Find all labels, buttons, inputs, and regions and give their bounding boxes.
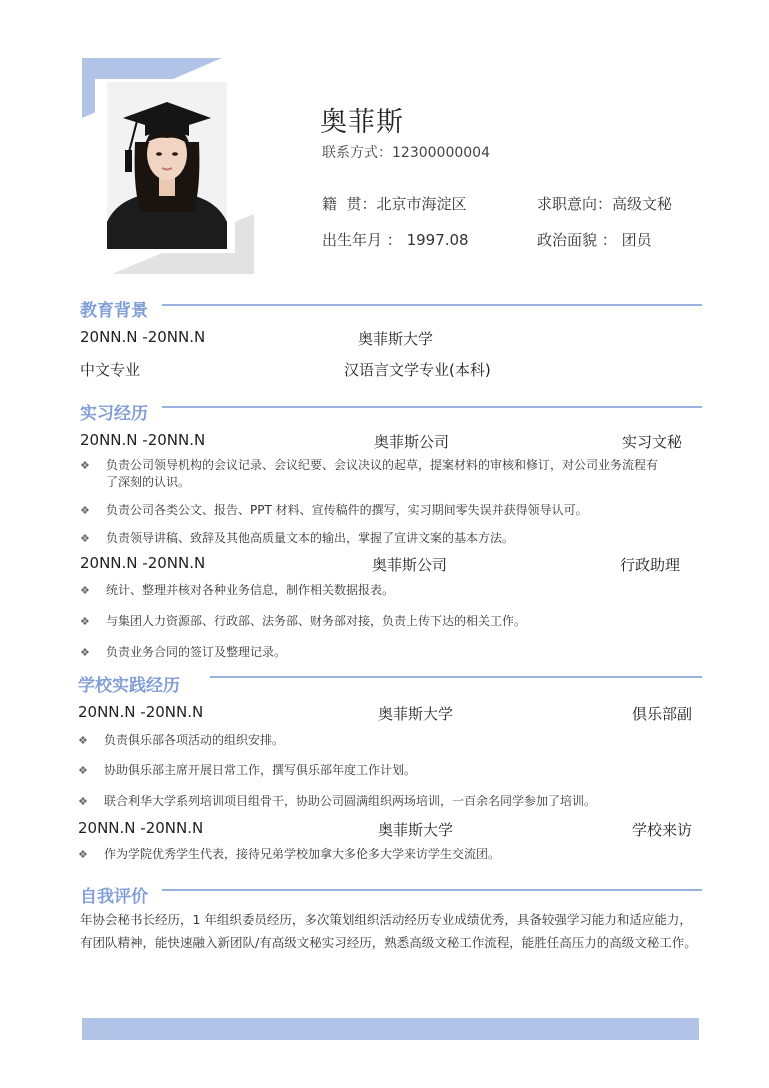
bullet-text: 作为学院优秀学生代表，接待兄弟学校加拿大多伦多大学来访学生交流团。 bbox=[104, 847, 501, 861]
bullet-item bbox=[80, 457, 702, 491]
bullet-icon: ❖ bbox=[80, 532, 90, 545]
hometown-label: 籍 贯： bbox=[322, 195, 377, 213]
hometown-value: 北京市海淀区 bbox=[376, 195, 467, 213]
job-label: 求职意向： bbox=[537, 195, 613, 213]
bullet-text: 负责公司领导机构的会议记录、会议纪要、会议决议的起草，提案材料的审核和修订，对公司业务流程有 bbox=[106, 458, 659, 472]
bullet-icon: ❖ bbox=[78, 848, 88, 861]
bullet-icon: ❖ bbox=[80, 646, 90, 659]
hometown bbox=[322, 193, 467, 214]
bullet-item bbox=[78, 732, 702, 749]
bullet-icon: ❖ bbox=[80, 584, 90, 597]
self-eval-text: 年协会秘书长经历，1 年组织委员经历，多次策划组织活动经历专业成绩优秀，具备较强学习能力和适应能力，有团队精神，能快速融入新团队/有高级文秘实习经历，熟悉高级文秘工作流程，能胜任高压力的高级文秘工作。 bbox=[80, 912, 697, 950]
birth-label: 出生年月 ： bbox=[322, 231, 402, 249]
footer-bar bbox=[82, 1018, 699, 1040]
bullet-item bbox=[80, 644, 702, 661]
contact-info bbox=[322, 142, 490, 162]
bullet-item bbox=[80, 502, 702, 519]
bullet-text: 负责公司各类公文、报告、PPT 材料、宣传稿件的撰写，实习期间零失误并获得领导认可。 bbox=[106, 503, 588, 517]
bullet-icon: ❖ bbox=[80, 504, 90, 517]
bullet-text: 联合利华大学系列培训项目组骨干，协助公司圆满组织两场培训，一百余名同学参加了培训。 bbox=[104, 794, 597, 808]
bullet-icon: ❖ bbox=[78, 795, 88, 808]
birth-value: 1997.08 bbox=[406, 231, 469, 249]
campus-divider bbox=[210, 676, 702, 678]
profile-photo bbox=[107, 82, 227, 249]
bullet-icon: ❖ bbox=[80, 459, 90, 472]
education-section-title: 教育背景 bbox=[80, 301, 148, 321]
bullet-text: 负责俱乐部各项活动的组织安排。 bbox=[104, 733, 285, 747]
self-eval-section-title: 自我评价 bbox=[80, 887, 148, 907]
bullet-icon: ❖ bbox=[80, 615, 90, 628]
job-value: 高级文秘 bbox=[612, 195, 673, 213]
campus-period: 20NN.N -20NN.N bbox=[78, 703, 204, 721]
education-period: 20NN.N -20NN.N bbox=[80, 328, 206, 346]
job-intention bbox=[537, 193, 672, 214]
education-school: 奥菲斯大学 bbox=[358, 330, 434, 348]
contact-value: 12300000004 bbox=[392, 145, 490, 161]
politics-label: 政治面貌 ： bbox=[537, 231, 617, 249]
bullet-item bbox=[80, 530, 702, 547]
bullet-item bbox=[80, 613, 702, 630]
campus-role: 俱乐部副 bbox=[632, 705, 693, 723]
self-eval-divider bbox=[162, 889, 702, 891]
bullet-text: 统计、整理并核对各种业务信息，制作相关数据报表。 bbox=[106, 583, 395, 597]
bullet-text-continued: 了深刻的认识。 bbox=[106, 475, 191, 489]
education-major: 中文专业 bbox=[80, 361, 141, 379]
bullet-icon: ❖ bbox=[78, 734, 88, 747]
job-role: 实习文秘 bbox=[622, 433, 683, 451]
bullet-text: 协助俱乐部主席开展日常工作，撰写俱乐部年度工作计划。 bbox=[104, 763, 417, 777]
education-degree: 汉语言文学专业(本科) bbox=[344, 361, 491, 379]
politics-value: 团员 bbox=[621, 231, 652, 249]
bullet-text: 与集团人力资源部、行政部、法务部、财务部对接，负责上传下达的相关工作。 bbox=[106, 614, 527, 628]
campus-role: 学校来访 bbox=[632, 821, 693, 839]
birth-date bbox=[322, 229, 469, 250]
bullet-icon: ❖ bbox=[78, 764, 88, 777]
job-role: 行政助理 bbox=[620, 556, 681, 574]
job-company: 奥菲斯公司 bbox=[374, 433, 450, 451]
job-period: 20NN.N -20NN.N bbox=[80, 554, 206, 572]
job-company: 奥菲斯公司 bbox=[372, 556, 448, 574]
political-status bbox=[537, 229, 652, 250]
bullet-item bbox=[80, 582, 702, 599]
job-period: 20NN.N -20NN.N bbox=[80, 431, 206, 449]
campus-period: 20NN.N -20NN.N bbox=[78, 819, 204, 837]
bullet-item bbox=[78, 846, 702, 863]
internship-section-title: 实习经历 bbox=[80, 404, 148, 424]
education-divider bbox=[162, 304, 702, 306]
bullet-text: 负责领导讲稿、致辞及其他高质量文本的输出，掌握了宣讲文案的基本方法。 bbox=[106, 531, 515, 545]
contact-label: 联系方式： bbox=[322, 145, 392, 161]
bullet-item bbox=[78, 793, 702, 810]
candidate-name: 奥菲斯 bbox=[320, 107, 404, 138]
campus-section-title: 学校实践经历 bbox=[78, 676, 180, 696]
campus-org: 奥菲斯大学 bbox=[378, 821, 454, 839]
campus-org: 奥菲斯大学 bbox=[378, 705, 454, 723]
internship-divider bbox=[162, 406, 702, 408]
bullet-text: 负责业务合同的签订及整理记录。 bbox=[106, 645, 287, 659]
bullet-item bbox=[78, 762, 702, 779]
